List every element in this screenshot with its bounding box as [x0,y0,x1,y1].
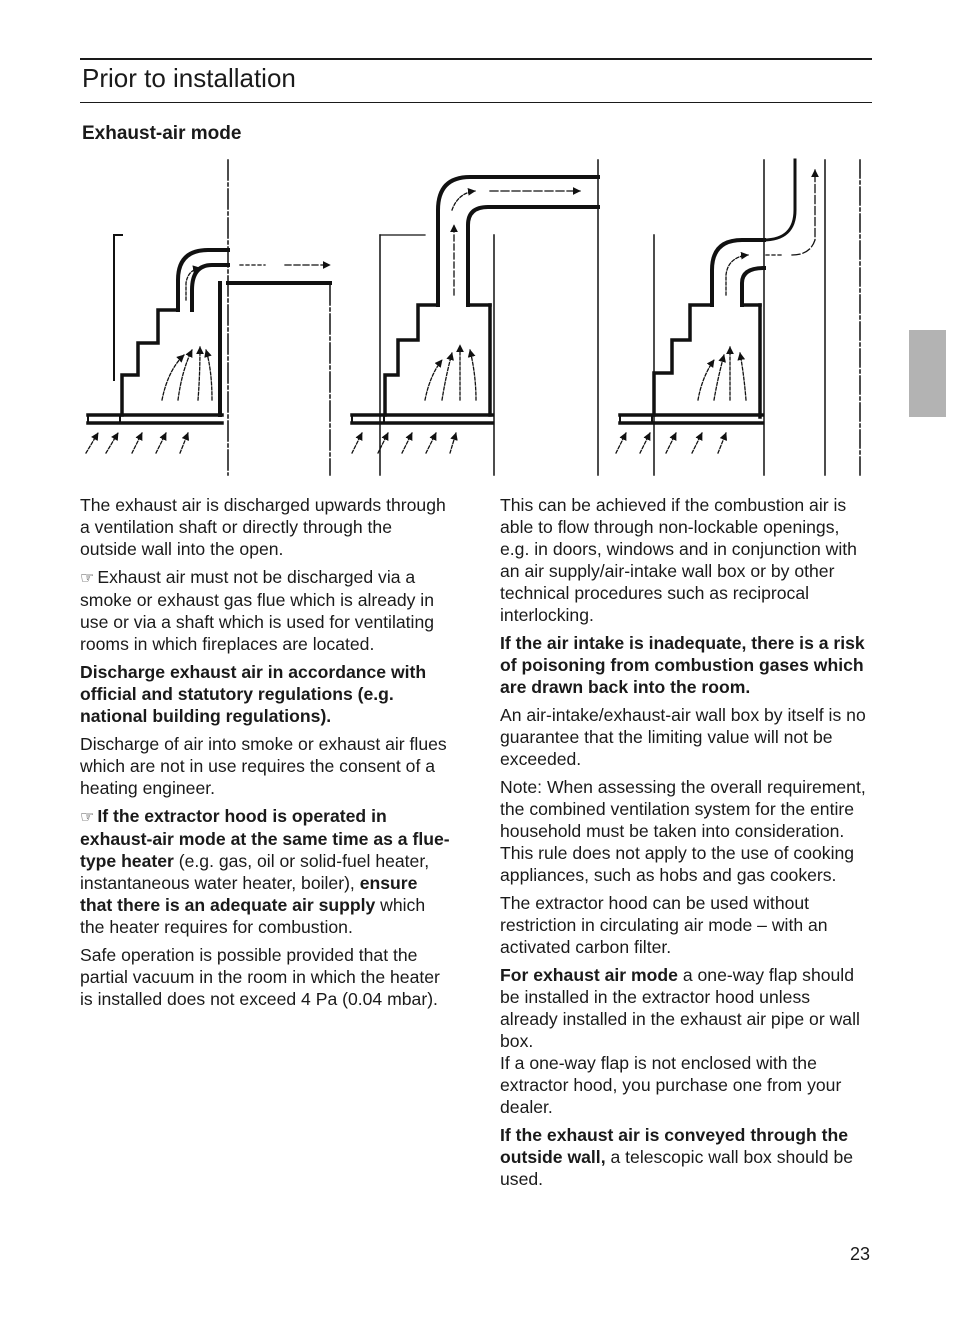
paragraph: An air-intake/exhaust-air wall box by itself is no guarantee that the limiting value will not be exceeded. [500,705,866,769]
paragraph-text: (e.g. gas, oil or solid-fuel heater, instantaneous water heater, boiler), [80,851,430,893]
paragraph: If a one-way flap is not enclosed with the extractor hood, you purchase one from your dealer. [500,1053,842,1117]
bold-text: If the extractor hood is operated in exhaust-air mode at the same time as a flue-type heater [80,806,450,871]
paragraph: The extractor hood can be used without restriction in circulating air mode – with an activated carbon filter. [500,893,828,957]
warning-note [80,805,452,938]
right-column [500,494,872,1196]
thumb-index-tab [909,330,946,417]
paragraph: Safe operation is possible provided that the partial vacuum in the room in which the heater is installed does not exceed 4 Pa (0.04 mbar). [80,945,440,1009]
paragraph: This can be achieved if the combustion air is able to flow through non-lockable openings, e.g. in doors, windows and in conjunction with an air supply/air-intake wall box or by other technical procedures such as reciprocal interlocking. [500,495,857,625]
header-rule-top [80,58,872,60]
paragraph: Discharge of air into smoke or exhaust air flues which are not in use requires the consent of a heating engineer. [80,734,447,798]
bold-text: If the air intake is inadequate, there is a risk of poisoning from combustion gases which are drawn back into the room. [500,633,865,697]
diagram-shaft-side [616,160,860,475]
warning-note [80,566,452,655]
bold-text: ensure that there is an adequate air supply [80,873,418,915]
left-column [80,494,452,1016]
paragraph-text: which the heater requires for combustion. [80,895,426,937]
paragraph-text: a telescopic wall box should be used. [500,1147,854,1189]
page-title: Prior to installation [82,63,296,93]
paragraph [500,632,872,698]
paragraph [500,964,872,1052]
paragraph [80,661,452,727]
paragraph-text: a one-way flap should be installed in the extractor hood unless already installed in the exhaust air pipe or wall box. [500,965,860,1051]
pointing-hand-icon: ☞ [80,568,95,587]
extractor-hood-ducting-diagram-icon [80,155,872,480]
bold-text: If the exhaust air is conveyed through the outside wall, [500,1125,849,1167]
bold-text: For exhaust air mode [500,965,678,985]
section-title: Exhaust-air mode [82,123,242,144]
bold-text: Discharge exhaust air in accordance with official and statutory regulations (e.g. national building regulations). [80,662,427,726]
paragraph [500,1124,872,1190]
diagram-ventilation-shaft [352,160,598,475]
paragraph: The exhaust air is discharged upwards through a ventilation shaft or directly through the outside wall into the open. [80,495,446,559]
paragraph: Note: When assessing the overall requirement, the combined ventilation system for the entire household must be taken into consideration. This rule does not apply to the use of cooking appliances, such as hobs and gas cookers. [500,777,866,885]
page-number: 23 [850,1244,871,1264]
paragraph-text: Exhaust air must not be discharged via a smoke or exhaust gas flue which is already in use or via a shaft which is used for ventilating rooms in which fireplaces are located. [80,567,435,654]
header-rule-bottom [80,102,872,103]
diagram-outside-wall [86,160,330,475]
pointing-hand-icon: ☞ [80,807,95,826]
